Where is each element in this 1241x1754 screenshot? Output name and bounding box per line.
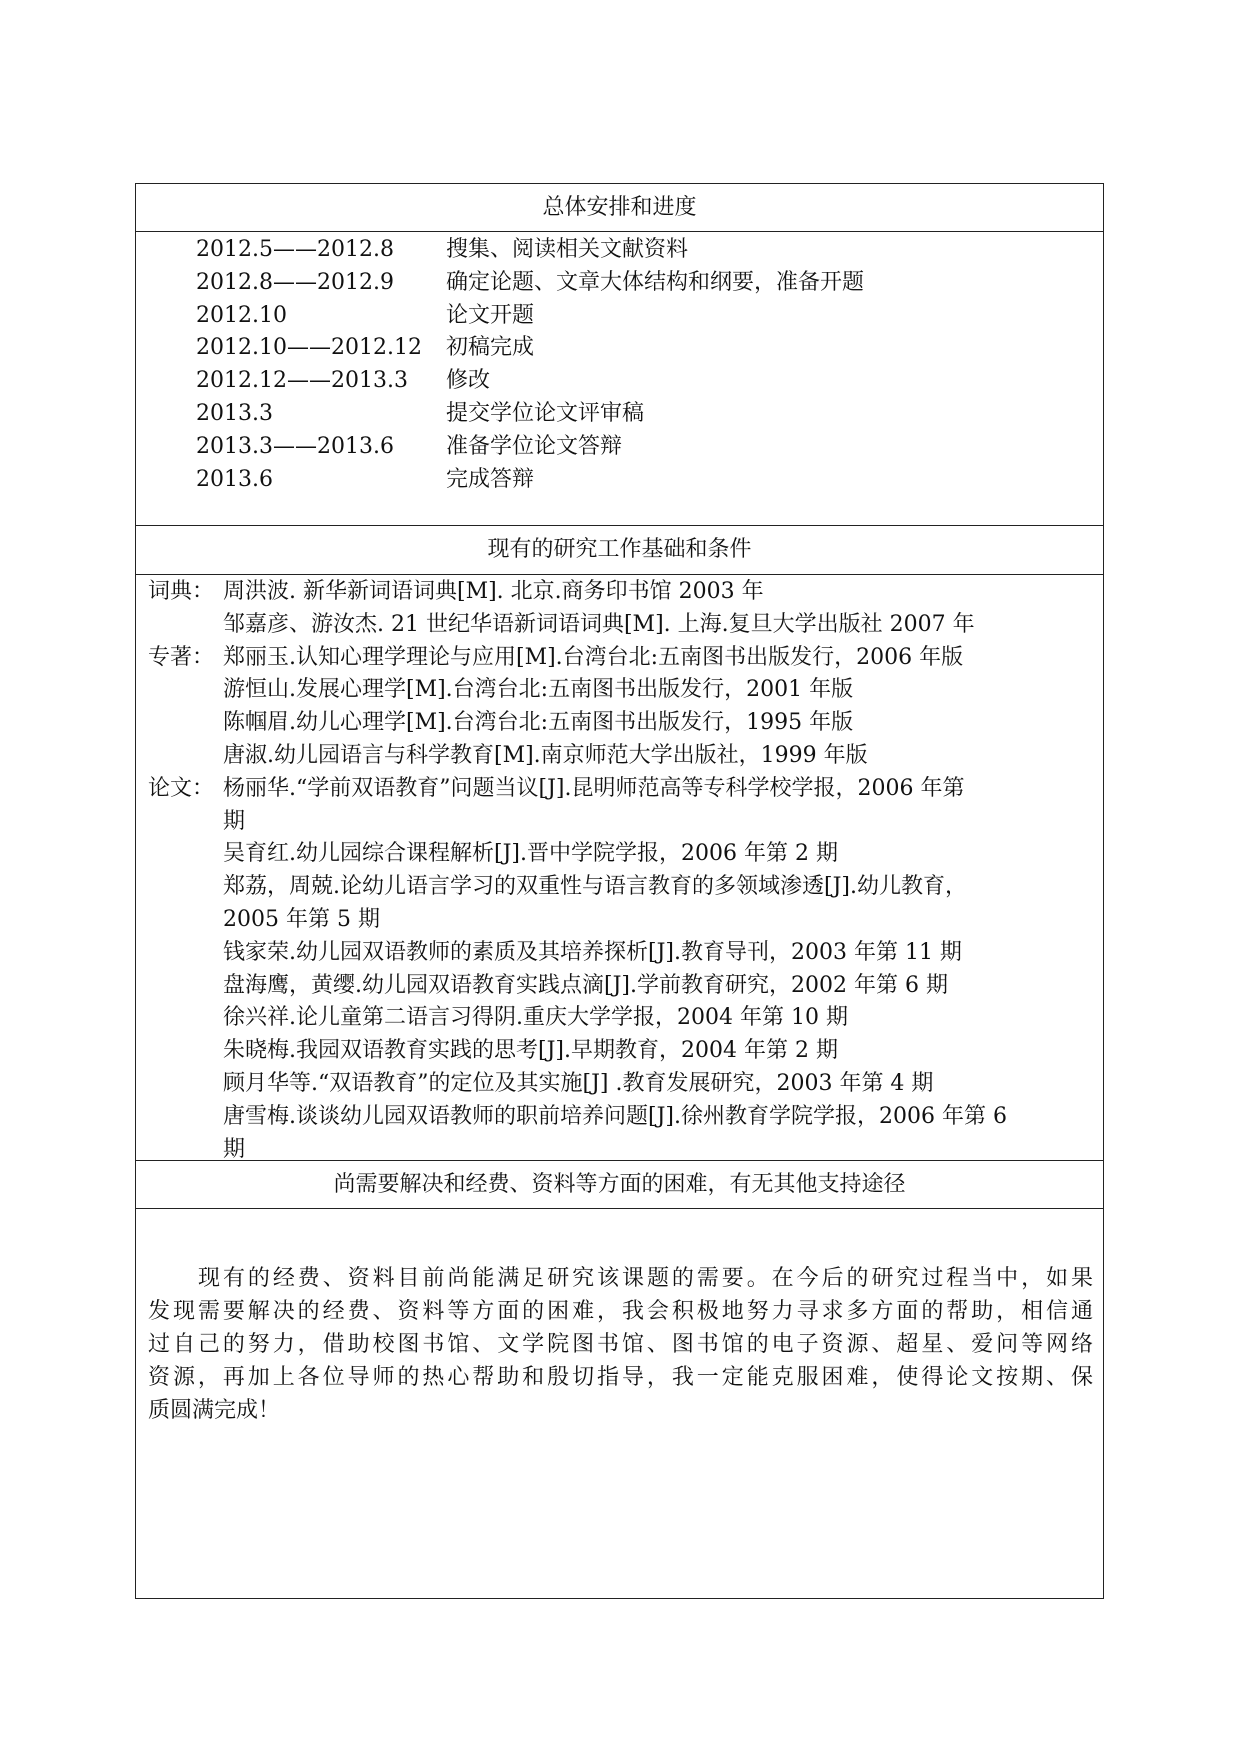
reference-text: 唐雪梅.谈谈幼儿园双语教师的职前培养问题[J].徐州教育学院学报，2006 年第 6 xyxy=(223,1103,1007,1129)
schedule-task: 论文开题 xyxy=(446,302,535,328)
reference-line xyxy=(148,707,1098,740)
closing-line: 资源，再加上各位导师的热心帮助和殷切指导，我一定能克服困难，使得论文按期、保 xyxy=(148,1365,1093,1390)
reference-line xyxy=(148,1101,1098,1134)
reference-line xyxy=(148,904,1098,937)
reference-line xyxy=(148,806,1098,839)
reference-line xyxy=(148,609,1098,642)
reference-text: 杨丽华.“学前双语教育”问题当议[J].昆明师范高等专科学校学报，2006 年第 xyxy=(223,775,965,801)
reference-text: 徐兴祥.论儿童第二语言习得阴.重庆大学学报，2004 年第 10 期 xyxy=(223,1005,848,1031)
reference-line xyxy=(148,773,1098,806)
closing-line: 发现需要解决的经费、资料等方面的困难，我会积极地努力寻求多方面的帮助，相信通 xyxy=(148,1299,1093,1324)
reference-text: 郑荔，周兢.论幼儿语言学习的双重性与语言教育的多领域渗透[J].幼儿教育， xyxy=(223,874,967,900)
schedule-row xyxy=(196,398,864,431)
proposal-table xyxy=(135,183,1104,1599)
reference-text: 期 xyxy=(223,1136,246,1162)
difficulty-section-header xyxy=(136,1160,1103,1209)
schedule-row xyxy=(196,431,864,464)
references-list xyxy=(148,576,1098,1166)
reference-line xyxy=(148,740,1098,773)
schedule-task: 修改 xyxy=(446,368,491,394)
reference-text: 吴育红.幼儿园综合课程解析[J].晋中学院学报，2006 年第 2 期 xyxy=(223,841,838,867)
schedule-section-title: 总体安排和进度 xyxy=(542,195,697,220)
schedule-task: 提交学位论文评审稿 xyxy=(446,400,645,426)
schedule-task: 搜集、阅读相关文献资料 xyxy=(446,237,689,262)
closing-line: 现有的经费、资料目前尚能满足研究该课题的需要。在今后的研究过程当中，如果 xyxy=(198,1266,1093,1291)
reference-line xyxy=(148,871,1098,904)
basis-section-header xyxy=(136,525,1103,575)
reference-category: 专著： xyxy=(148,644,215,670)
reference-category: 词典： xyxy=(148,579,215,604)
closing-line: 过自己的努力，借助校图书馆、文学院图书馆、图书馆的电子资源、超星、爱问等网络 xyxy=(148,1332,1093,1357)
schedule-task: 初稿完成 xyxy=(446,335,535,361)
schedule-date: 2012.10——2012.12 xyxy=(196,335,422,361)
schedule-row xyxy=(196,365,864,398)
schedule-row xyxy=(196,332,864,365)
reference-line xyxy=(148,838,1098,871)
schedule-list xyxy=(196,234,864,496)
schedule-date: 2012.8——2012.9 xyxy=(196,269,394,295)
reference-text: 郑丽玉.认知心理学理论与应用[M].台湾台北:五南图书出版发行，2006 年版 xyxy=(223,644,964,670)
reference-text: 邹嘉彦、游汝杰. 21 世纪华语新词语词典[M]. 上海.复旦大学出版社 2007 年 xyxy=(223,611,975,637)
reference-line xyxy=(148,642,1098,675)
schedule-section-header xyxy=(136,184,1103,232)
schedule-row xyxy=(196,234,864,267)
reference-text: 期 xyxy=(223,808,246,834)
schedule-date: 2012.5——2012.8 xyxy=(196,237,394,262)
schedule-row xyxy=(196,300,864,333)
schedule-row xyxy=(196,267,864,300)
reference-text: 盘海鹰，黄缨.幼儿园双语教育实践点滴[J].学前教育研究，2002 年第 6 期 xyxy=(223,972,948,998)
reference-line xyxy=(148,674,1098,707)
schedule-task: 完成答辩 xyxy=(446,466,535,492)
schedule-task: 确定论题、文章大体结构和纲要，准备开题 xyxy=(446,269,865,295)
reference-line xyxy=(148,576,1098,609)
closing-line: 质圆满完成！ xyxy=(148,1398,281,1423)
reference-text: 顾月华等.“双语教育”的定位及其实施[J] .教育发展研究，2003 年第 4 期 xyxy=(223,1070,934,1096)
reference-line xyxy=(148,1035,1098,1068)
schedule-date: 2013.3——2013.6 xyxy=(196,433,394,459)
schedule-date: 2013.3 xyxy=(196,400,273,426)
reference-line xyxy=(148,1068,1098,1101)
reference-text: 唐淑.幼儿园语言与科学教育[M].南京师范大学出版社，1999 年版 xyxy=(223,742,868,768)
reference-text: 游恒山.发展心理学[M].台湾台北:五南图书出版发行，2001 年版 xyxy=(223,677,854,703)
schedule-row xyxy=(196,464,864,497)
schedule-date: 2012.10 xyxy=(196,302,287,328)
closing-paragraph xyxy=(148,1262,1093,1427)
reference-text: 钱家荣.幼儿园双语教师的素质及其培养探析[J].教育导刊，2003 年第 11 期 xyxy=(223,939,962,965)
difficulty-section-title: 尚需要解决和经费、资料等方面的困难，有无其他支持途径 xyxy=(333,1172,906,1197)
reference-line xyxy=(148,970,1098,1003)
reference-category: 论文： xyxy=(148,775,215,801)
reference-text: 周洪波. 新华新词语词典[M]. 北京.商务印书馆 2003 年 xyxy=(223,579,764,604)
basis-section-title: 现有的研究工作基础和条件 xyxy=(487,537,752,562)
schedule-task: 准备学位论文答辩 xyxy=(446,433,623,459)
reference-text: 2005 年第 5 期 xyxy=(223,906,380,932)
reference-line xyxy=(148,1002,1098,1035)
schedule-date: 2012.12——2013.3 xyxy=(196,368,408,394)
reference-line xyxy=(148,937,1098,970)
schedule-date: 2013.6 xyxy=(196,466,273,492)
reference-text: 陈帼眉.幼儿心理学[M].台湾台北:五南图书出版发行，1995 年版 xyxy=(223,710,854,736)
reference-text: 朱晓梅.我园双语教育实践的思考[J].早期教育，2004 年第 2 期 xyxy=(223,1038,838,1064)
